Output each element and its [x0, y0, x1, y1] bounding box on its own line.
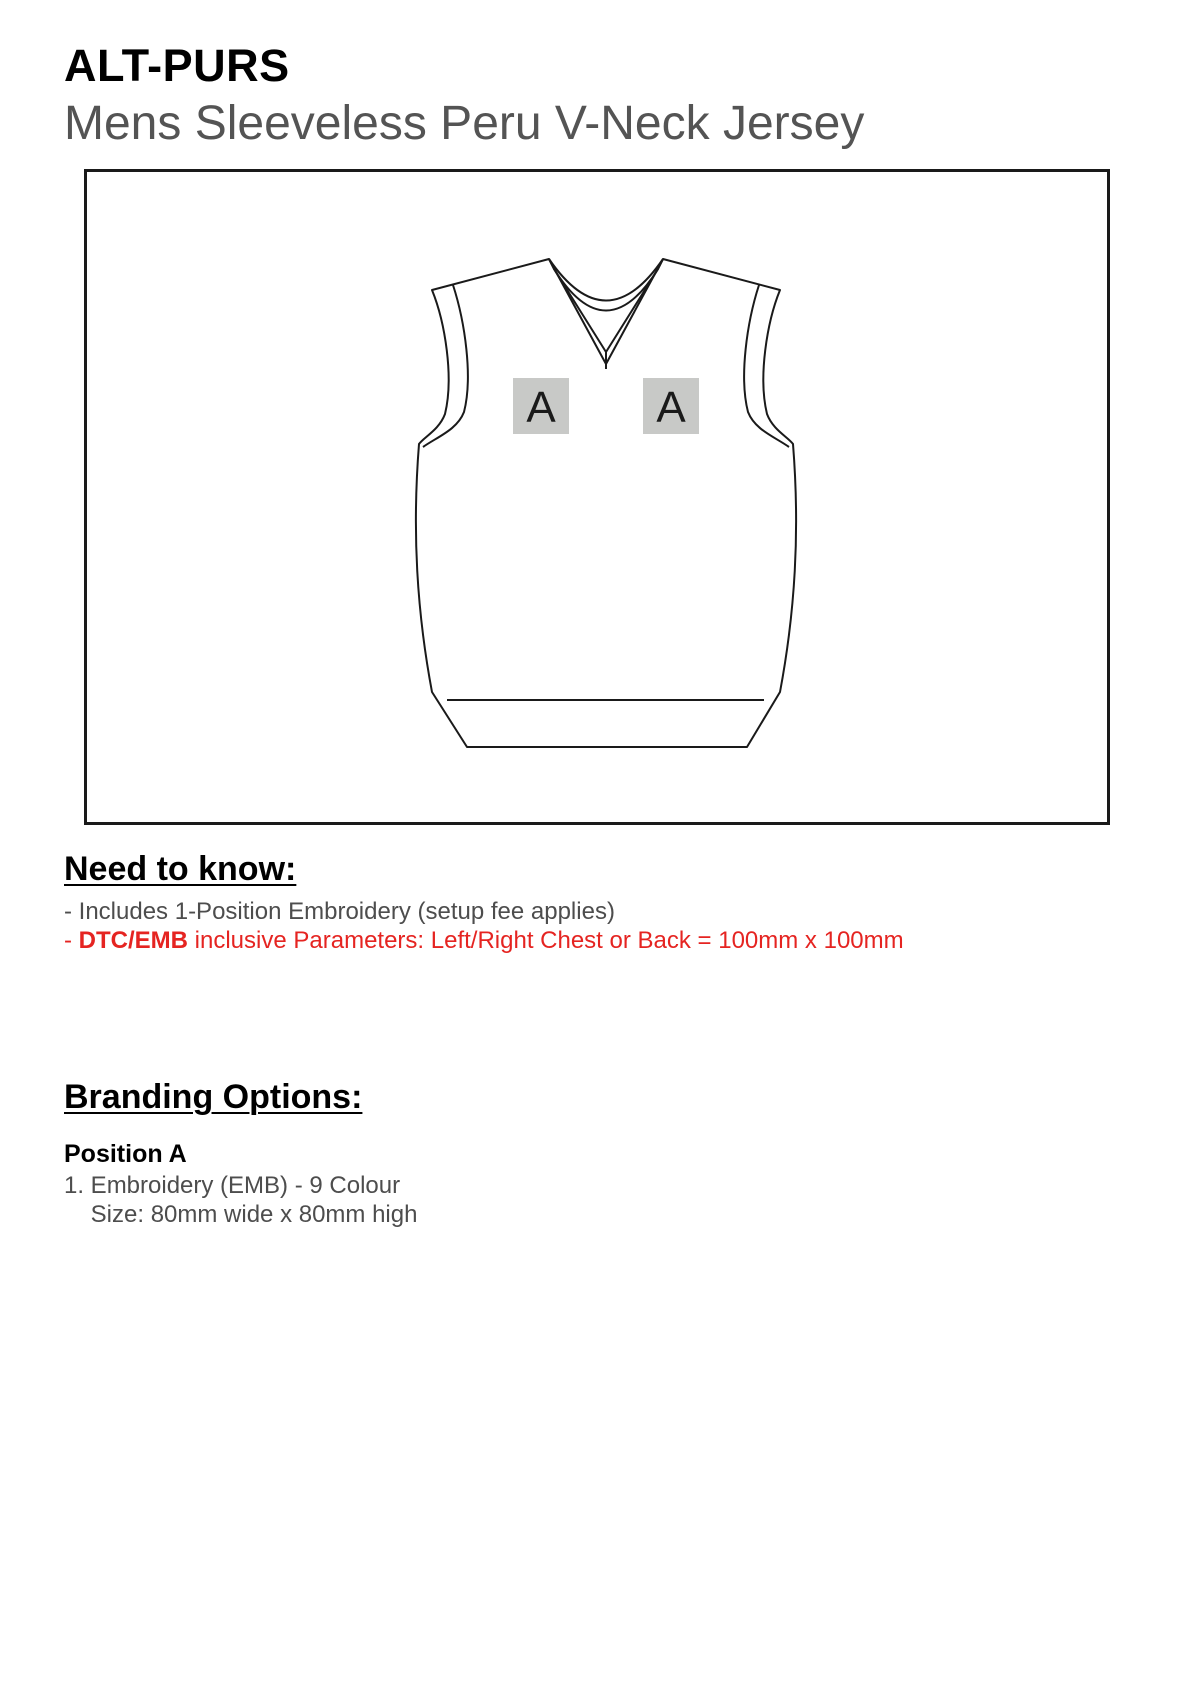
- product-code: ALT-PURS: [64, 40, 290, 91]
- position-a-title: Position A: [64, 1140, 187, 1168]
- need-to-know-line-2: [64, 927, 904, 955]
- neck-trim: [549, 259, 663, 311]
- right-armhole-trim: [744, 285, 789, 447]
- need-to-know-line-1: - Includes 1-Position Embroidery (setup fee applies): [64, 898, 615, 925]
- vest-illustration: [87, 172, 1107, 822]
- position-a-label-right: A: [656, 383, 686, 432]
- line2-prefix: -: [64, 927, 79, 954]
- product-name: Mens Sleeveless Peru V-Neck Jersey: [64, 97, 865, 150]
- need-to-know-heading: Need to know:: [64, 850, 297, 888]
- line2-rest: inclusive Parameters: Left/Right Chest or Back = 100mm x 100mm: [188, 927, 904, 954]
- garment-diagram-frame: [84, 169, 1110, 825]
- position-a-label-left: A: [526, 383, 556, 432]
- branding-size-line: Size: 80mm wide x 80mm high: [64, 1201, 418, 1228]
- line2-bold: DTC/EMB: [78, 927, 188, 954]
- vest-outline: [416, 259, 796, 747]
- branding-options-heading: Branding Options:: [64, 1078, 363, 1116]
- branding-option-line: 1. Embroidery (EMB) - 9 Colour: [64, 1172, 401, 1199]
- position-a-markers: [513, 378, 699, 434]
- left-armhole-trim: [423, 285, 468, 447]
